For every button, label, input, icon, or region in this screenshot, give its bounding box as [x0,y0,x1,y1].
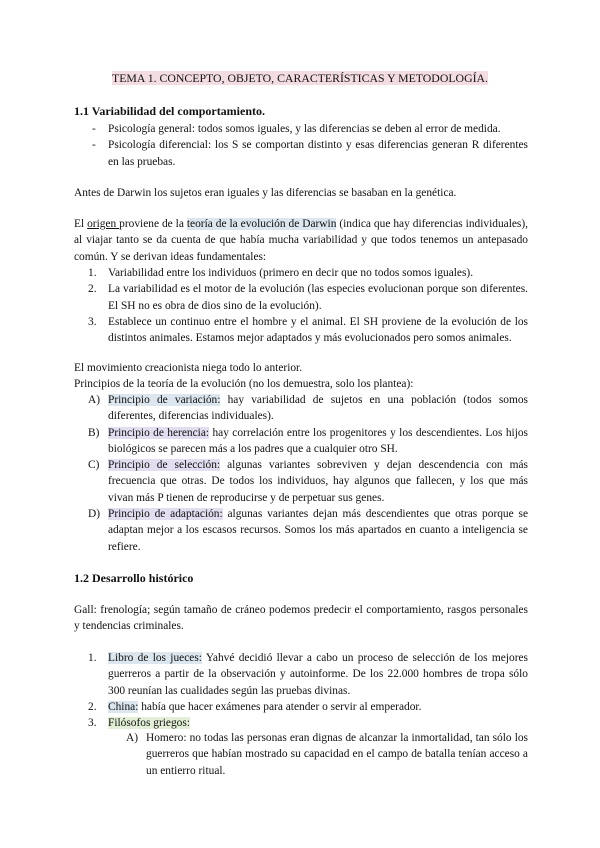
list-number: 1. [88,267,97,279]
list-number: 1. [88,652,97,664]
list-text: Variabilidad entre los individuos (primero en decir que no todos somos iguales). [108,267,474,279]
paragraph-creacionista: El movimiento creacionista niega todo lo anterior. [74,362,303,374]
history-text: había que hacer exámenes para atender o servir al emperador. [138,700,422,713]
bullet-marker: - [92,123,96,135]
paragraph-gall: Gall: frenología; según tamaño de cráneo podemos predecir el comportamiento, rasgos personales y tendencias criminales. [74,604,528,633]
list-item [88,699,528,715]
principle-text: hay correlación entre los progenitores y los descendientes. Los hijos biológicos se parecen más a los padres que a cualquier otro SH. [108,426,528,455]
principles-list [88,392,528,555]
origin-text-1: El [74,218,88,230]
list-item [88,281,528,314]
list-item [88,650,528,699]
list-item [88,265,528,281]
principle-label: Principio de selección: [108,459,221,472]
history-label: China: [108,700,139,713]
history-label: Libro de los jueces: [108,652,202,664]
list-text: La variabilidad es el motor de la evolución (las especies evolucionan porque son diferentes. El SH no es obra de dios sino de la evolución). [108,283,528,312]
history-text: Yahvé decidió llevar a cabo un proceso de selección de los mejores guerreros a partir de la observación y autoinforme. De los 22.000 hombres de tropa sólo 300 reunían las cualidades según las pruebas divinas. [108,652,528,697]
bullet-text: Psicología diferencial: los S se comportan distinto y esas diferencias generan R diferentes en las pruebas. [108,139,528,168]
list-letter: D) [88,508,101,521]
greek-sublist [126,730,528,779]
bullet-text: Psicología general: todos somos iguales, y las diferencias se deben al error de medida. [108,123,501,135]
theory-highlight: teoría de la evolución de Darwin [186,218,337,230]
list-letter: A) [88,394,101,406]
list-item [88,425,528,458]
bullet-marker: - [92,139,96,152]
list-item [88,392,528,425]
list-number: 2. [88,283,97,296]
principle-text: algunas variantes sobreviven y dejan descendencia con más frecuencia que otras. De todos los individuos, hay algunos que fallecen, y los que más vivan más P tienen de reproducirse y de perpetuar sus genes. [108,459,528,504]
ideas-list [88,265,528,346]
list-item [92,137,528,170]
list-number: 3. [88,717,97,730]
list-item [92,121,528,137]
origin-text-2: proviene de la [119,218,187,230]
section-heading-variabilidad: 1.1 Variabilidad del comportamiento. [74,104,266,118]
origin-underlined-word: origen [87,218,120,230]
history-label: Filósofos griegos: [108,717,190,730]
sublist-text: Homero: no todas las personas eran dignas de alcanzar la inmortalidad, tan sólo los guerreros que habían mostrado su capacidad en el campo de batalla tenían acceso a un entierro ritual. [146,732,528,777]
list-item [88,314,528,347]
psychology-bullet-list [92,121,528,170]
principle-label: Principio de adaptación: [108,508,223,521]
history-list [88,650,528,731]
list-letter: C) [88,459,100,472]
section-heading-desarrollo: 1.2 Desarrollo histórico [74,571,194,585]
origin-text-3: (indica que hay diferencias individuales), al viajar tanto se da cuenta de que había mucha variabilidad y que todos tenemos un antepasado común. Y se derivan ideas fundamentales: [74,218,528,263]
paragraph-principios-intro: Principios de la teoría de la evolución (no los demuestra, solo los plantea): [74,378,414,390]
principle-text: hay variabilidad de sujetos en una población (todos somos diferentes, diferencias individuales). [108,394,528,423]
list-number: 3. [88,315,97,328]
paragraph-origin [74,216,528,265]
document-title [0,70,600,86]
list-text: Establece un continuo entre el hombre y el animal. El SH proviene de la evolución de los distintos animales. Estamos mejor adaptados y más evolucionados pero somos animales. [108,315,528,345]
principle-label: Principio de herencia: [108,426,210,439]
principle-label: Principio de variación: [108,394,221,406]
list-number: 2. [88,700,97,713]
paragraph-darwin: Antes de Darwin los sujetos eran iguales y las diferencias se basaban en la genética. [74,187,457,199]
document-title-text: TEMA 1. CONCEPTO, OBJETO, CARACTERÍSTICAS Y METODOLOGÍA. [112,71,488,85]
principle-text: algunas variantes dejan más descendientes que otras porque se adaptan mejor a los escasos recursos. Somos los más apartados en cuanto a inteligencia se refiere. [108,508,528,553]
list-item [88,457,528,506]
list-letter: B) [88,426,100,439]
list-item [88,506,528,555]
list-item [126,730,528,779]
list-letter: A) [126,732,139,744]
